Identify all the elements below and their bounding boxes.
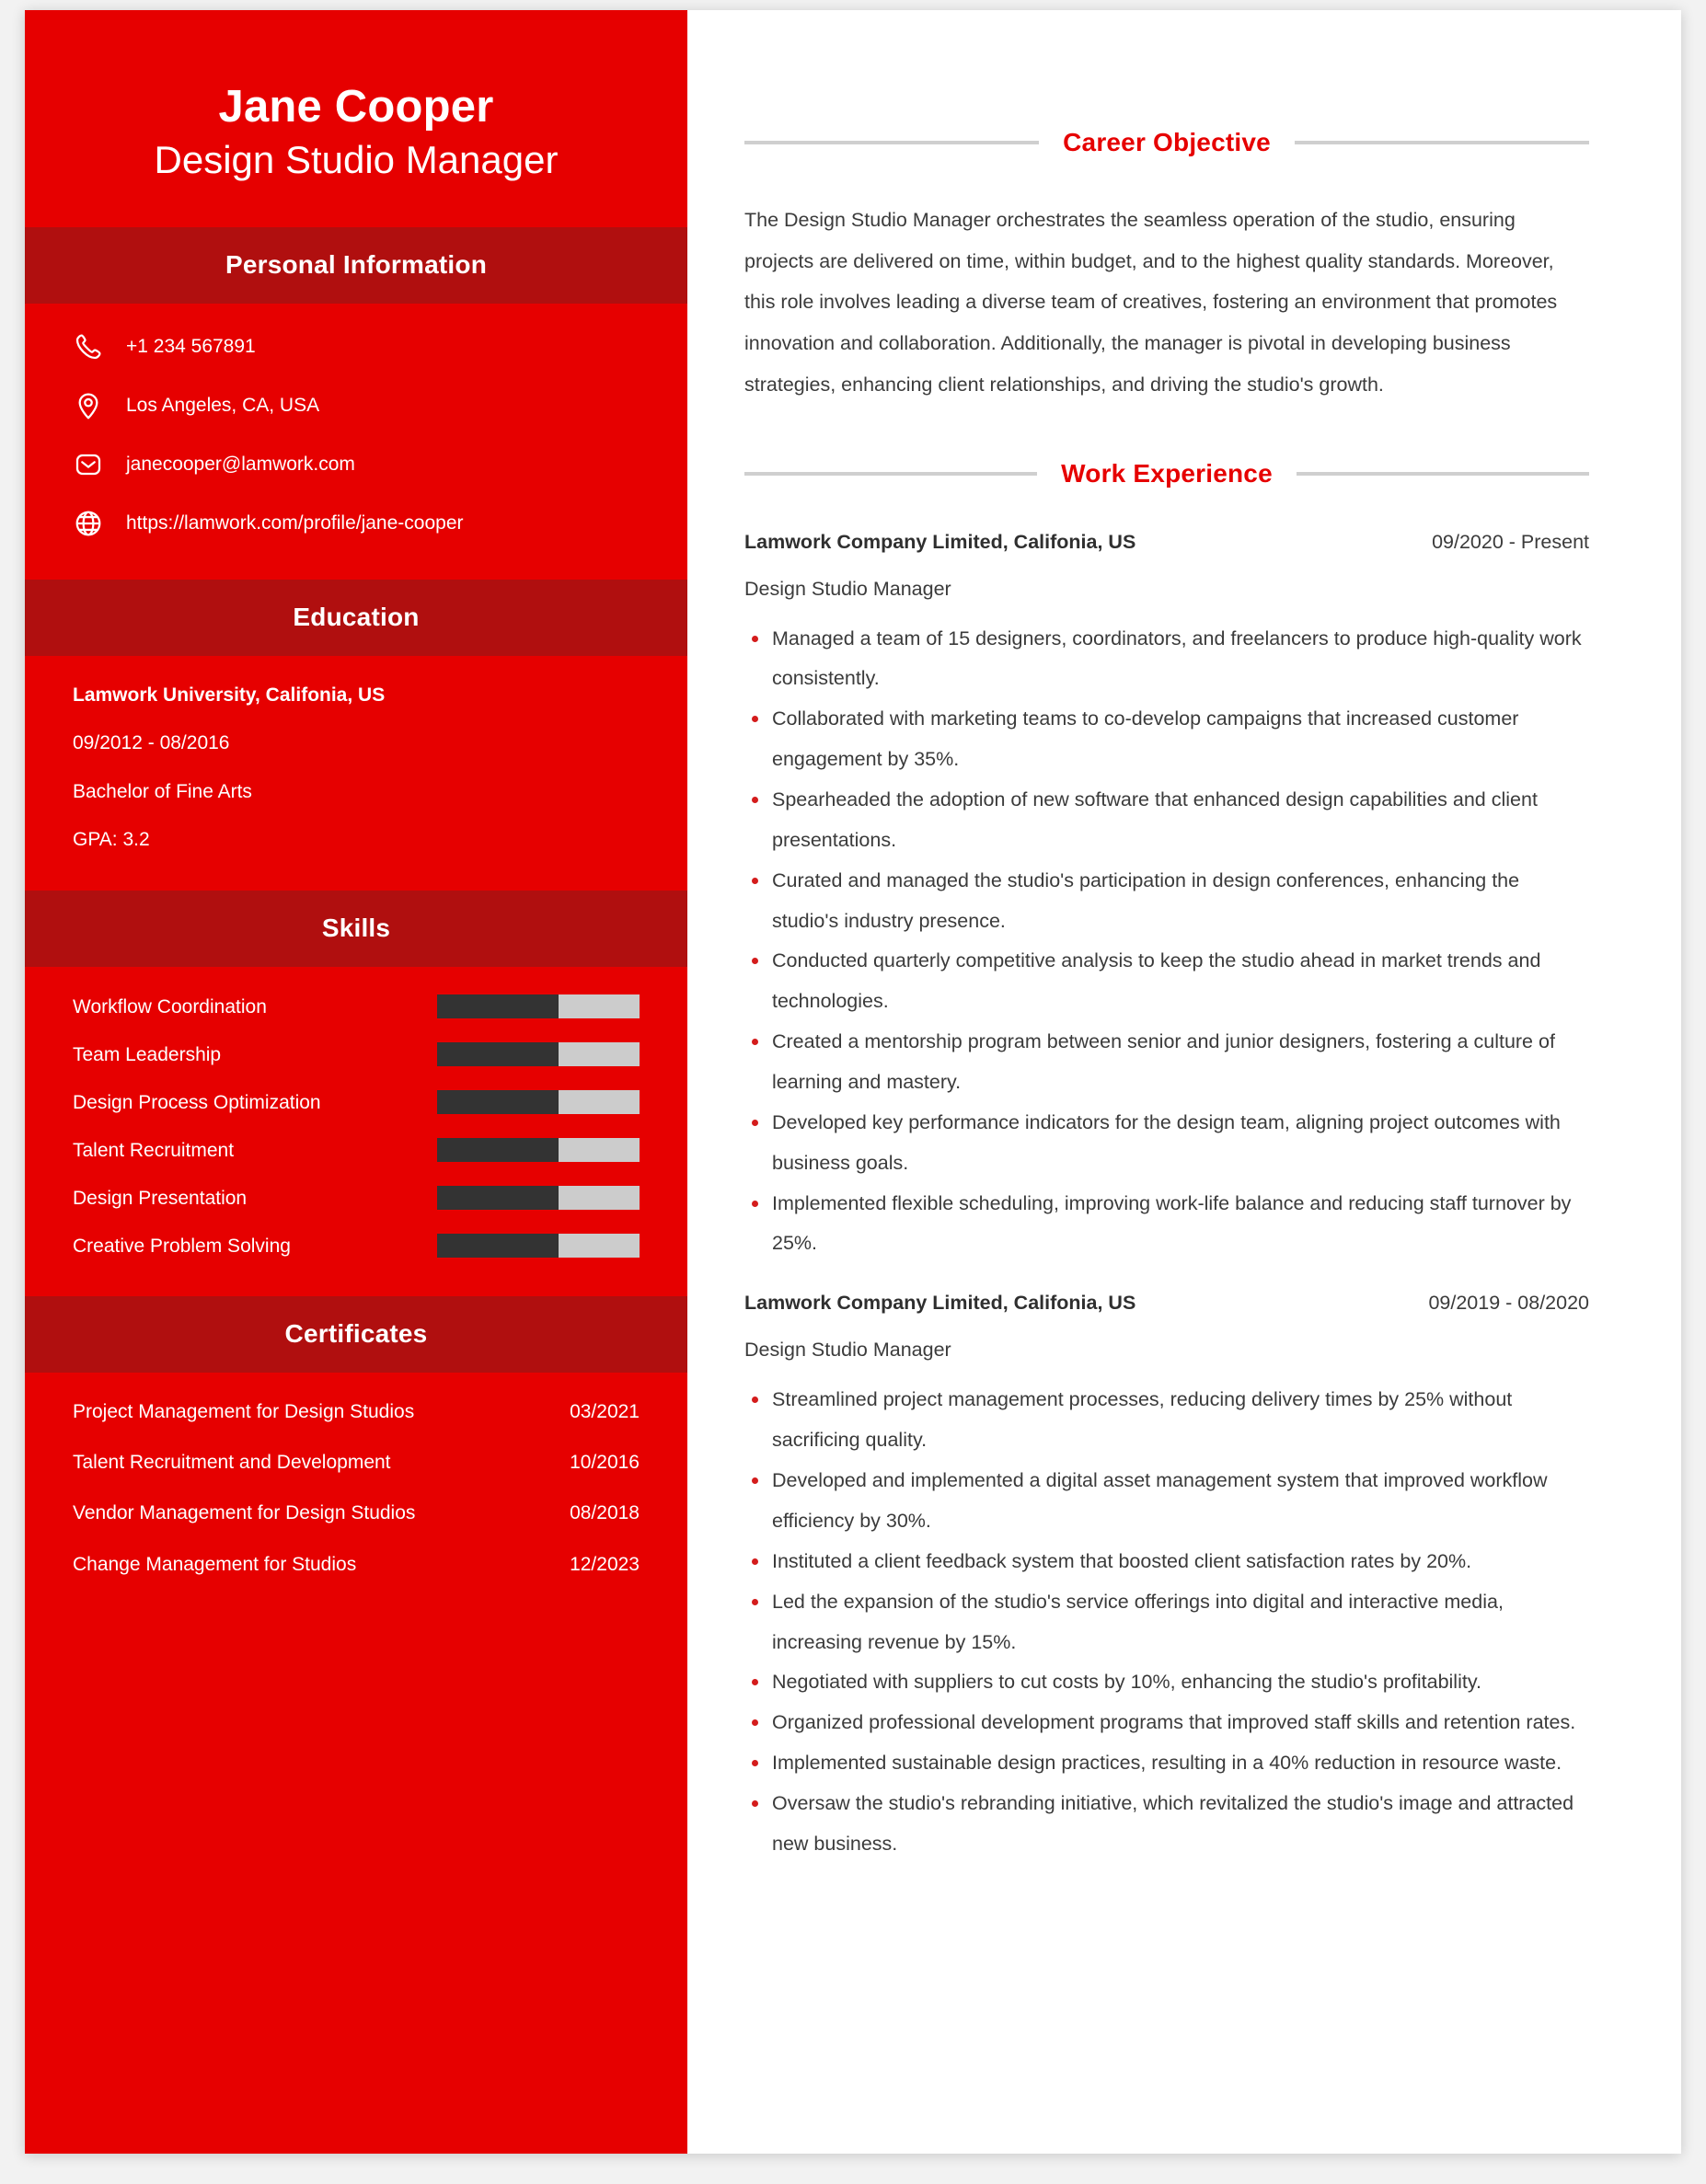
globe-icon [73,508,104,539]
skill-label: Creative Problem Solving [73,1235,291,1257]
contact-phone-value: +1 234 567891 [126,336,256,358]
certificate-date: 03/2021 [570,1401,640,1423]
skill-bar-fill [437,1138,559,1162]
skill-bar-fill [437,1042,559,1066]
section-heading-education: Education [25,580,687,656]
job-bullet: Created a mentorship program between senior and junior designers, fostering a culture of learning and mastery. [744,1022,1589,1103]
section-heading-career-objective [744,128,1589,157]
job-bullet: Curated and managed the studio's participation in design conferences, enhancing the studio's industry presence. [744,861,1589,942]
section-heading-personal-information: Personal Information [25,227,687,304]
skill-bar-track [437,1090,640,1114]
certificate-row [73,1451,640,1474]
job-bullet: Implemented sustainable design practices, resulting in a 40% reduction in resource waste. [744,1743,1589,1784]
skill-bar-fill [437,1234,559,1258]
skill-bar-track [437,1138,640,1162]
skill-bar-fill [437,1186,559,1210]
job-bullet: Streamlined project management processes, reducing delivery times by 25% without sacrificing quality. [744,1380,1589,1461]
section-heading-certificates: Certificates [25,1296,687,1373]
skills-body [25,967,687,1296]
section-heading-skills: Skills [25,891,687,967]
full-name: Jane Cooper [218,82,494,132]
job-bullet: Instituted a client feedback system that boosted client satisfaction rates by 20%. [744,1542,1589,1582]
location-icon [73,390,104,421]
section-heading-work-experience [744,459,1589,489]
job-entry [744,1292,1589,1864]
job-bullet: Spearheaded the adoption of new software that enhanced design capabilities and client presentations. [744,780,1589,861]
career-objective-title: Career Objective [1063,128,1271,156]
certificate-date: 08/2018 [570,1502,640,1524]
skill-bar-track [437,1234,640,1258]
skill-label: Workflow Coordination [73,995,267,1017]
certificate-row [73,1400,640,1423]
contact-website-value: https://lamwork.com/profile/jane-cooper [126,512,464,535]
certificate-row [73,1501,640,1524]
contact-location-value: Los Angeles, CA, USA [126,395,320,417]
job-bullet: Developed and implemented a digital asset management system that improved workflow efficiency by 30%. [744,1461,1589,1542]
skill-bar-track [437,994,640,1018]
job-role: Design Studio Manager [744,577,951,600]
education-body [25,656,687,891]
job-bullets [744,1380,1589,1864]
job-title: Design Studio Manager [154,137,559,181]
education-dates: 09/2012 - 08/2016 [73,732,230,754]
sidebar [25,10,687,2154]
certificate-name: Talent Recruitment and Development [73,1452,391,1474]
work-experience-title: Work Experience [1061,458,1273,488]
skill-label: Team Leadership [73,1043,222,1065]
job-bullet: Led the expansion of the studio's service offerings into digital and interactive media, increasing revenue by 15%. [744,1582,1589,1663]
job-entry [744,531,1589,1265]
skill-bar-track [437,1042,640,1066]
contact-row-email[interactable] [73,449,640,480]
job-dates: 09/2020 - Present [1432,530,1589,553]
career-objective-text: The Design Studio Manager orchestrates the seamless operation of the studio, ensuring projects are delivered on time, within budget, and to the highest quality standards. Moreover, this role involves leading a diverse team of creatives, fostering an environment that promotes innovation and collaboration. Additionally, the manager is pivotal in developing business strategies, enhancing client relationships, and driving the studio's growth. [744,209,1558,396]
job-bullet: Negotiated with suppliers to cut costs by 10%, enhancing the studio's profitability. [744,1662,1589,1703]
skill-bar-track [437,1186,640,1210]
personal-information-body [25,304,687,580]
certificate-name: Change Management for Studios [73,1553,357,1575]
phone-icon [73,331,104,362]
contact-row-website[interactable] [73,508,640,539]
skill-row [73,1042,640,1066]
job-spacer [744,1271,1589,1292]
education-degree: Bachelor of Fine Arts [73,780,252,802]
job-bullet: Implemented flexible scheduling, improving work-life balance and reducing staff turnover by 25%. [744,1184,1589,1265]
education-school: Lamwork University, Califonia, US [73,684,386,707]
skill-row [73,1138,640,1162]
job-header [744,1292,1589,1315]
contact-email-value: janecooper@lamwork.com [126,454,355,476]
job-bullet: Conducted quarterly competitive analysis to keep the studio ahead in market trends and technologies. [744,941,1589,1022]
certificate-row [73,1553,640,1576]
contact-row-phone[interactable] [73,331,640,362]
name-block [25,10,687,227]
job-bullet: Collaborated with marketing teams to co-develop campaigns that increased customer engagement by 35%. [744,699,1589,780]
skill-row [73,1234,640,1258]
contact-row-location[interactable] [73,390,640,421]
education-gpa: GPA: 3.2 [73,828,150,850]
job-bullet: Developed key performance indicators for the design team, aligning project outcomes with business goals. [744,1103,1589,1184]
heading-rule-left [744,141,1039,144]
job-company: Lamwork Company Limited, Califonia, US [744,1292,1136,1315]
certificate-date: 12/2023 [570,1553,640,1575]
skill-bar-fill [437,1090,559,1114]
job-role: Design Studio Manager [744,1339,951,1362]
section-spacer [744,406,1589,459]
main-content [687,10,1681,2154]
skill-label: Talent Recruitment [73,1139,235,1161]
skill-row [73,1186,640,1210]
certificate-name: Project Management for Design Studios [73,1401,415,1423]
skill-row [73,1090,640,1114]
heading-rule-right [1297,472,1589,476]
job-company: Lamwork Company Limited, Califonia, US [744,530,1136,553]
heading-rule-left [744,472,1037,476]
skill-row [73,994,640,1018]
skill-label: Design Presentation [73,1187,248,1209]
skill-label: Design Process Optimization [73,1091,321,1113]
certificate-date: 10/2016 [570,1452,640,1474]
job-bullets [744,619,1589,1265]
email-icon [73,449,104,480]
heading-rule-right [1295,141,1589,144]
job-dates: 09/2019 - 08/2020 [1428,1292,1589,1315]
job-bullet: Organized professional development programs that improved staff skills and retention rates. [744,1703,1589,1743]
job-header [744,531,1589,554]
resume-page [25,10,1681,2154]
certificate-name: Vendor Management for Design Studios [73,1502,416,1524]
job-bullet: Managed a team of 15 designers, coordinators, and freelancers to produce high-quality work consistently. [744,619,1589,700]
skill-bar-fill [437,994,559,1018]
job-bullet: Oversaw the studio's rebranding initiative, which revitalized the studio's image and attracted new business. [744,1784,1589,1865]
certificates-body [25,1373,687,1613]
